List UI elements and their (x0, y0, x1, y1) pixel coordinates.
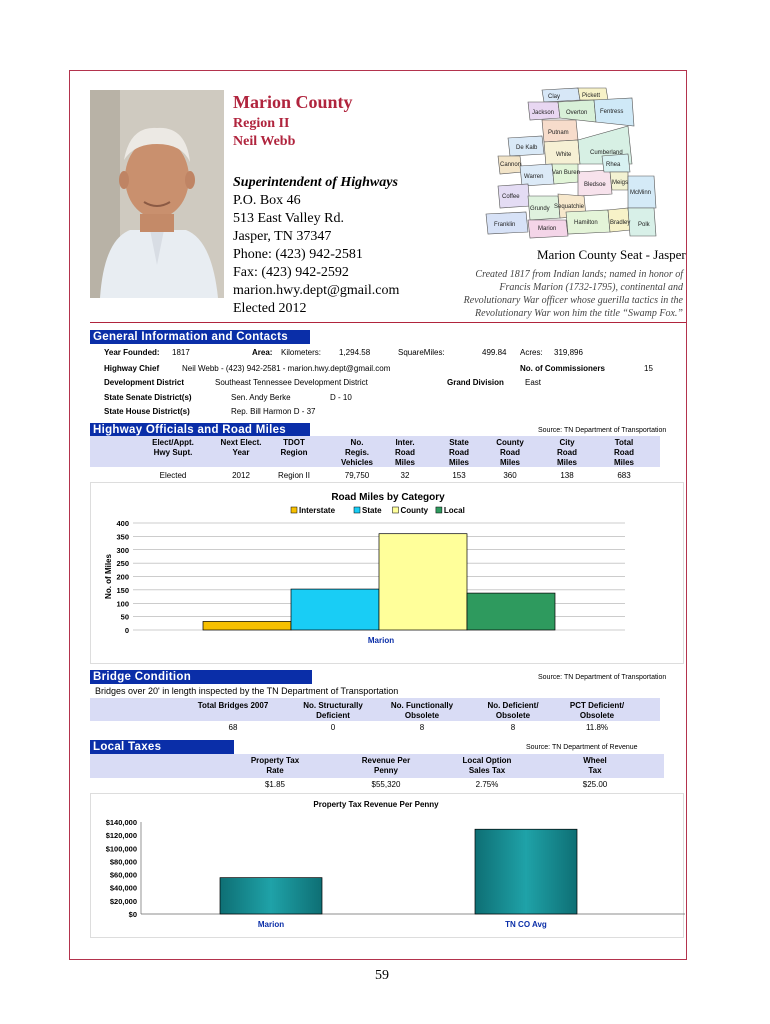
map-label-hamilton: Hamilton (574, 220, 598, 226)
rev-xtick-1: TN CO Avg (505, 920, 547, 929)
officials-header-8-0: Total (614, 438, 634, 447)
officials-header-6-0: County (496, 438, 524, 447)
address-line-3: Jasper, TN 37347 (233, 229, 332, 244)
road-ytick-1: 350 (116, 532, 129, 542)
officials-header-8-1: Road (614, 448, 634, 457)
officials-cell-2: Region II (277, 471, 311, 480)
officials-header-6-1: Road (500, 448, 520, 457)
address-line-1: P.O. Box 46 (233, 193, 301, 208)
officials-header-3-0: No. (350, 438, 364, 447)
officials-header-5-2: Miles (448, 458, 469, 467)
taxes-cell-0: $1.85 (264, 780, 286, 789)
officials-header-4-2: Miles (394, 458, 415, 467)
road-legend-swatch-0 (291, 507, 297, 513)
county-title: Marion County (233, 92, 353, 112)
map-label-cumberland: Cumberland (590, 150, 623, 156)
bridge-header: Bridge Condition (90, 670, 312, 684)
map-label-dekalb: De Kalb (516, 145, 538, 151)
bridge-cell-0: 68 (228, 723, 238, 732)
officials-header-1-0: Next Elect. (220, 438, 262, 447)
taxes-header-2-0: Local Option (462, 756, 512, 765)
road-ytick-5: 150 (116, 585, 129, 595)
sqmi-label: SquareMiles: (398, 348, 445, 357)
taxes-header-0-1: Rate (266, 766, 284, 775)
commissioners-value: 15 (644, 364, 653, 373)
highway-chief-value: Neil Webb - (423) 942-2581 - marion.hwy.dept@gmail.com (182, 364, 391, 373)
map-label-meigs: Meigs (612, 180, 629, 186)
taxes-cell-1: $55,320 (371, 780, 401, 789)
officials-header-7-0: City (559, 438, 575, 447)
officials-header-0-0: Elect/Appt. (152, 438, 194, 447)
taxes-source: Source: TN Department of Revenue (526, 744, 638, 751)
dev-district-value: Southeast Tennessee Development District (215, 378, 368, 387)
officials-header-4-1: Road (395, 448, 415, 457)
rev-ytick-4: $60,000 (109, 870, 137, 880)
bridge-note: Bridges over 20' in length inspected by the TN Department of Transportation (95, 686, 399, 696)
officials-cell-1: 2012 (232, 471, 250, 480)
officials-cell-7: 138 (560, 471, 574, 480)
map-label-white: White (556, 152, 572, 158)
officials-cell-6: 360 (503, 471, 517, 480)
taxes-header-3-1: Tax (588, 766, 602, 775)
road-legend-swatch-1 (354, 507, 360, 513)
map-label-clay: Clay (548, 94, 561, 100)
officials-cell-3: 79,750 (344, 471, 370, 480)
taxes-header: Local Taxes (90, 740, 234, 754)
road-legend-label-3: Local (443, 506, 465, 515)
bridge-cell-1: 0 (330, 723, 336, 732)
map-label-polk: Polk (638, 222, 650, 228)
officials-cell-4: 32 (400, 471, 410, 480)
map-label-coffee: Coffee (502, 194, 520, 200)
officials-source: Source: TN Department of Transportation (538, 427, 667, 434)
rev-ytick-5: $40,000 (109, 883, 137, 893)
year-founded-label: Year Founded: (104, 348, 160, 357)
fax: Fax: (423) 942-2592 (233, 265, 349, 280)
officials-header-4-0: Inter. (395, 438, 415, 447)
acres-value: 319,896 (554, 348, 583, 357)
superintendent-title: Superintendent of Highways (233, 175, 398, 190)
road-legend-label-0: Interstate (299, 506, 336, 515)
county-seat: Marion County Seat - Jasper (537, 247, 686, 262)
header-divider (90, 322, 686, 323)
bridge-header-3-1: Obsolete (495, 711, 531, 720)
rev-bar-0 (220, 878, 322, 914)
superintendent-name: Neil Webb (233, 134, 296, 149)
officials-header-7-2: Miles (556, 458, 577, 467)
county-history: Created 1817 from Indian lands; named in honor of Francis Marion (1732-1795), continental and Revolutionary War officer whose guerilla tactics in the Revolutionary War won him the title “Swamp Fox.” (463, 269, 683, 319)
page-number: 59 (375, 968, 389, 983)
officials-header-1-1: Year (232, 448, 250, 457)
bridge-header-4-1: Obsolete (579, 711, 615, 720)
superintendent-photo (90, 90, 224, 298)
email-link[interactable]: marion.hwy.dept@gmail.com (233, 283, 400, 298)
officials-header-8-2: Miles (613, 458, 634, 467)
map-label-putnam: Putnam (548, 130, 569, 136)
dev-district-label: Development District (104, 378, 185, 387)
senate-label: State Senate District(s) (104, 393, 192, 402)
road-ytick-6: 100 (116, 599, 129, 609)
sqmi-value: 499.84 (482, 348, 507, 357)
taxes-header-2-1: Sales Tax (468, 766, 506, 775)
road-ytick-4: 200 (116, 572, 129, 582)
officials-header-2-0: TDOT (283, 438, 305, 447)
map-label-van-buren: Van Buren (552, 170, 580, 176)
rev-ytick-3: $80,000 (109, 857, 137, 867)
bridge-source: Source: TN Department of Transportation (538, 674, 667, 681)
area-label: Area: (252, 348, 273, 357)
road-ytick-7: 50 (120, 612, 129, 622)
road-legend-label-1: State (362, 506, 382, 515)
road-ytick-0: 400 (116, 519, 129, 528)
taxes-header-1-0: Revenue Per (361, 756, 411, 765)
bridge-header-1-0: No. Structurally (303, 701, 363, 710)
road-bar-county (379, 534, 467, 630)
grand-division-label: Grand Division (447, 378, 504, 387)
grand-division-value: East (525, 378, 542, 387)
map-label-fentress: Fentress (600, 109, 624, 115)
officials-header-5-0: State (449, 438, 469, 447)
map-label-grundy: Grundy (530, 206, 550, 212)
map-label-mcminn: McMinn (630, 190, 652, 196)
map-label-sequatchie: Sequatchie (554, 204, 585, 210)
house-label: State House District(s) (104, 407, 190, 416)
road-bar-interstate (203, 621, 291, 630)
road-legend-swatch-3 (436, 507, 442, 513)
rev-xtick-0: Marion (257, 920, 285, 929)
rev-chart-title: Property Tax Revenue Per Penny (313, 800, 439, 809)
road-legend-label-2: County (400, 506, 429, 515)
taxes-header-0-0: Property Tax (250, 756, 300, 765)
phone: Phone: (423) 942-2581 (233, 247, 363, 262)
road-xtick-0: Marion (367, 636, 395, 645)
rev-bar-1 (475, 829, 577, 914)
senate-value: Sen. Andy Berke (231, 393, 291, 402)
bridge-header-0-0: Total Bridges 2007 (197, 701, 269, 710)
map-label-pickett: Pickett (582, 93, 601, 99)
rev-ytick-6: $20,000 (109, 896, 137, 906)
acres-label: Acres: (520, 348, 543, 357)
officials-header-2-1: Region (280, 448, 308, 457)
map-label-rhea: Rhea (606, 162, 621, 168)
road-ylabel: No. of Miles (104, 554, 113, 599)
bridge-header-2-0: No. Functionally (390, 701, 454, 710)
taxes-header-3-0: Wheel (583, 756, 607, 765)
road-legend-swatch-2 (393, 507, 399, 513)
taxes-header-1-1: Penny (373, 766, 398, 775)
house-value: Rep. Bill Harmon D - 37 (231, 407, 316, 416)
map-label-marion: Marion (538, 226, 557, 232)
taxes-cell-3: $25.00 (582, 780, 608, 789)
officials-cell-5: 153 (452, 471, 466, 480)
revenue-chart-svg (91, 794, 685, 939)
elected-year: Elected 2012 (233, 301, 307, 316)
bridge-header-1-1: Deficient (316, 711, 350, 720)
address-line-2: 513 East Valley Rd. (233, 211, 344, 226)
rev-ytick-1: $120,000 (105, 831, 137, 841)
road-ytick-8: 0 (124, 626, 129, 635)
bridge-cell-3: 8 (510, 723, 516, 732)
rev-ytick-0: $140,000 (105, 818, 137, 827)
bridge-header-4-0: PCT Deficient/ (569, 701, 625, 710)
officials-header-7-1: Road (557, 448, 577, 457)
bridge-cell-2: 8 (419, 723, 425, 732)
bridge-header-3-0: No. Deficient/ (487, 701, 539, 710)
revenue-chart (90, 793, 684, 938)
map-label-bledsoe: Bledsoe (584, 182, 606, 188)
year-founded-value: 1817 (172, 348, 190, 357)
officials-header-3-2: Vehicles (340, 458, 374, 467)
officials-header-3-1: Regis. (344, 448, 369, 457)
road-bar-local (467, 593, 555, 630)
bridge-cell-4: 11.8% (585, 723, 609, 732)
general-info-header: General Information and Contacts (90, 330, 310, 344)
officials-header-5-1: Road (449, 448, 469, 457)
road-chart-title: Road Miles by Category (331, 492, 445, 503)
map-label-warren: Warren (524, 174, 544, 180)
map-label-cannon: Cannon (500, 162, 522, 168)
officials-cell-0: Elected (159, 471, 187, 480)
map-label-jackson: Jackson (532, 110, 555, 116)
officials-header: Highway Officials and Road Miles (90, 423, 310, 437)
bridge-header-2-1: Obsolete (404, 711, 440, 720)
map-label-overton: Overton (566, 110, 588, 116)
road-ytick-3: 250 (116, 559, 129, 569)
officials-cell-8: 683 (617, 471, 631, 480)
region-label: Region II (233, 116, 290, 131)
taxes-cell-2: 2.75% (475, 780, 499, 789)
map-label-bradley: Bradley (610, 220, 631, 226)
road-ytick-2: 300 (116, 545, 129, 555)
senate-district: D - 10 (330, 393, 352, 402)
road-miles-chart-svg (91, 483, 685, 665)
road-bar-state (291, 589, 379, 630)
km-label: Kilometers: (281, 348, 322, 357)
map-label-franklin: Franklin (494, 222, 516, 228)
rev-ytick-7: $0 (128, 910, 137, 919)
rev-ytick-2: $100,000 (105, 844, 137, 854)
commissioners-label: No. of Commissioners (520, 364, 605, 373)
km-value: 1,294.58 (339, 348, 371, 357)
county-region-map (482, 86, 658, 243)
officials-header-0-1: Hwy Supt. (153, 448, 193, 457)
officials-header-6-2: Miles (499, 458, 520, 467)
highway-chief-label: Highway Chief (104, 364, 160, 373)
road-miles-chart (90, 482, 684, 664)
